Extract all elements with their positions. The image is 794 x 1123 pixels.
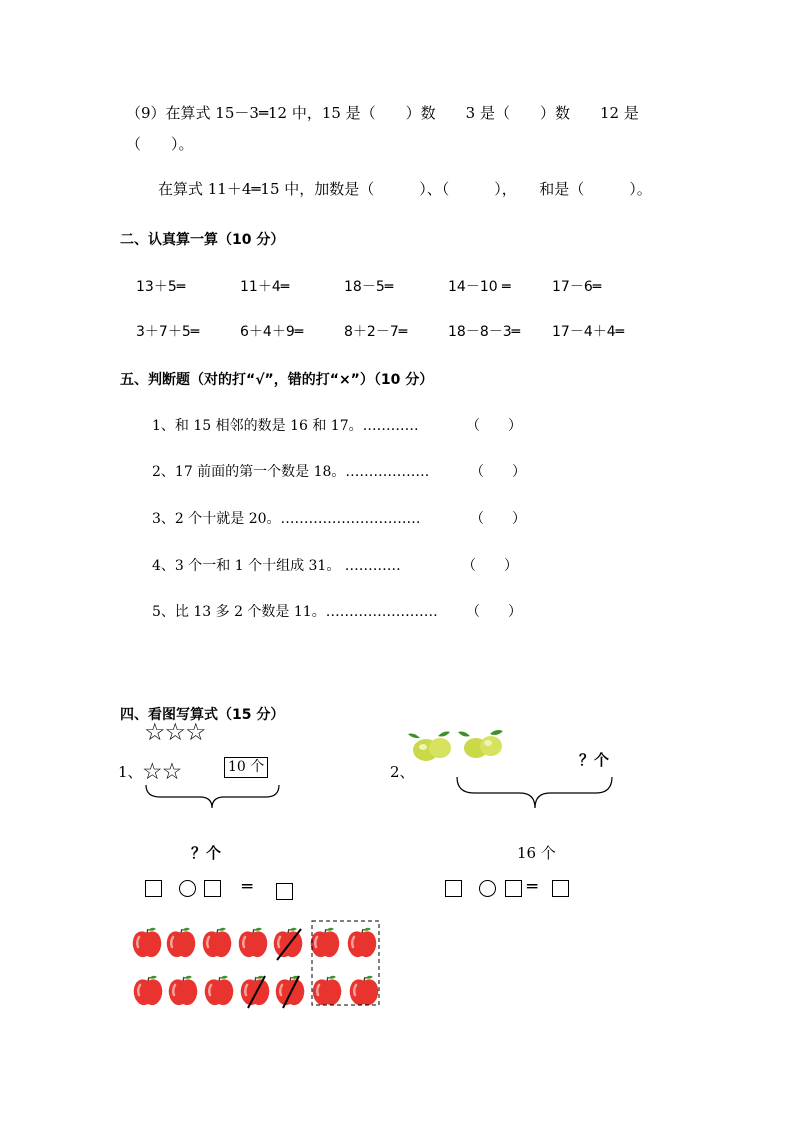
q9-line3: 在算式 11＋4═15 中，加数是（ ）、（ ）， 和是（ ）。	[158, 180, 652, 198]
section4-heading: 四、看图写算式（15 分）	[120, 707, 285, 723]
problem1-question-text: ？个	[191, 844, 222, 862]
judge-item-text: 2、17 前面的第一个数是 18。………………	[152, 464, 430, 480]
judge-answer-paren[interactable]: （ ）	[466, 418, 522, 434]
judge-item-text: 5、比 13 多 2 个数是 11。……………………	[152, 604, 438, 620]
calc-item: 17－4＋4═	[552, 324, 625, 340]
judge-item-text: 4、3 个一和 1 个十组成 31。 …………	[152, 558, 401, 574]
total-count-box: 10 个	[224, 757, 268, 778]
section2-heading: 二、认真算一算（10 分）	[120, 232, 285, 248]
calc-item: 17－6═	[552, 279, 602, 295]
section5-heading: 五、判断题（对的打“√”，错的打“×”）（10 分）	[120, 372, 434, 388]
calc-item: 18－5═	[344, 279, 394, 295]
apple-icon	[167, 928, 196, 957]
apple-icon	[203, 928, 232, 957]
star-icon-group-top: ☆☆☆	[144, 718, 206, 746]
q9-line2: （ ）。	[126, 135, 194, 153]
apple-icon	[133, 928, 162, 957]
calc-item: 13＋5═	[136, 279, 186, 295]
q9-line1: （9）在算式 15－3═12 中，15 是（ ）数 3 是（ ）数 12 是	[126, 104, 639, 122]
apple-icon	[239, 928, 268, 957]
calc-item: 11＋4═	[240, 279, 290, 295]
problem2-question-text: ？个	[579, 751, 610, 769]
judge-answer-paren[interactable]: （ ）	[470, 464, 526, 480]
star-icon-group-bottom: ☆☆	[142, 759, 182, 785]
apple-icon	[348, 928, 377, 957]
judge-answer-paren[interactable]: （ ）	[462, 558, 518, 574]
apple-icon	[241, 976, 270, 1005]
calc-item: 18－8－3═	[448, 324, 521, 340]
problem1-number: 1、	[118, 763, 143, 781]
apple-icon	[350, 976, 379, 1005]
equal-sign: ═	[527, 877, 538, 897]
calc-item: 8＋2－7═	[344, 324, 408, 340]
apple-icon	[205, 976, 234, 1005]
calc-item: 6＋4＋9═	[240, 324, 304, 340]
judge-answer-paren[interactable]: （ ）	[470, 511, 526, 527]
problem2-number: 2、	[390, 763, 415, 781]
judge-item-text: 3、2 个十就是 20。…………………………	[152, 511, 421, 527]
apple-icon	[311, 928, 340, 957]
judge-answer-paren[interactable]: （ ）	[466, 604, 522, 620]
judge-item-text: 1、和 15 相邻的数是 16 和 17。…………	[152, 418, 419, 434]
calc-item: 3＋7＋5═	[136, 324, 200, 340]
apple-icon	[169, 976, 198, 1005]
apple-icon	[313, 976, 342, 1005]
equal-sign: ═	[242, 877, 253, 897]
apple-icon	[134, 976, 163, 1005]
problem2-total: 16 个	[517, 844, 556, 862]
calc-item: 14－10 ═	[448, 279, 511, 295]
apple-icon	[276, 976, 305, 1005]
